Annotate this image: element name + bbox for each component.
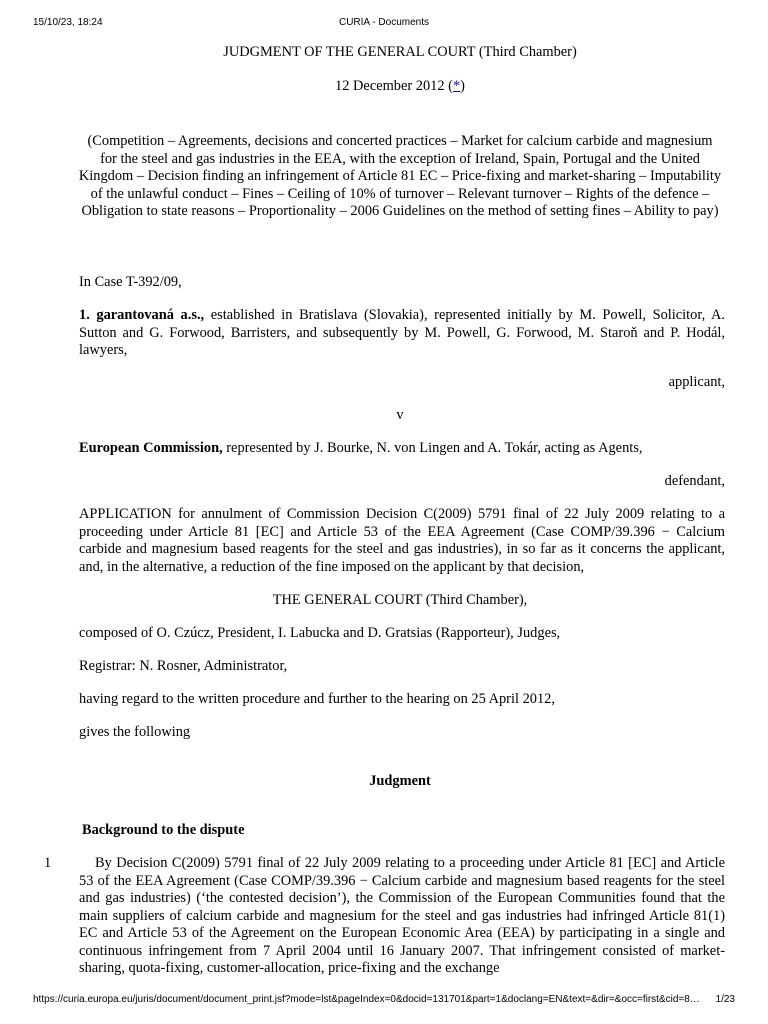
page-counter: 1/23 (715, 994, 735, 1005)
defendant-paragraph (79, 440, 725, 458)
judgment-heading-wrap (0, 773, 768, 791)
defendant-name: European Commission, (79, 440, 223, 456)
footnote-link[interactable]: * (452, 78, 461, 94)
defendant-details: represented by J. Bourke, N. von Lingen and A. Tokár, acting as Agents, (222, 440, 643, 456)
date-text: 12 December 2012 ( (335, 78, 453, 94)
paragraph-number: 1 (44, 855, 52, 871)
judgment-date (0, 78, 768, 96)
applicant-role: applicant, (668, 374, 725, 390)
section-heading: Background to the dispute (82, 822, 245, 838)
applicant-details: established in Bratislava (Slovakia), represented initially by M. Powell, Solicitor, A. Sutton and G. Forwood, Barristers, and subsequently by M. Powell, G. Forwood, M. Staroň and P. Hodál, lawyers, (79, 307, 725, 358)
print-page-title: CURIA - Documents (338, 17, 430, 28)
composed-of: composed of O. Czúcz, President, I. Labucka and D. Gratsias (Rapporteur), Judges, (79, 625, 561, 641)
application-paragraph: APPLICATION for annulment of Commission Decision C(2009) 5791 final of 22 July 2009 relating to a proceeding under Article 81 [EC] and Article 53 of the EEA Agreement (Case COMP/39.396 − Calcium carbide and magnesium based reagents for the steel and gas industries), in so far as it concerns the applicant, and, in the alternative, a reduction of the fine imposed on the applicant by that decision, (79, 506, 725, 575)
case-number: In Case T-392/09, (79, 274, 182, 290)
applicant-paragraph (79, 307, 725, 360)
print-url: https://curia.europa.eu/juris/document/document_print.jsf?mode=lst&pageIndex=0&docid=131701&part=1&doclang=EN&text=&dir=&occ=first&cid=8… (33, 994, 700, 1005)
judgment-heading: Judgment (369, 773, 431, 789)
judgment-title: JUDGMENT OF THE GENERAL COURT (Third Chamber) (223, 44, 577, 60)
applicant-name: 1. garantovaná a.s., (79, 307, 205, 323)
print-datetime: 15/10/23, 18:24 (33, 17, 103, 28)
registrar: Registrar: N. Rosner, Administrator, (79, 658, 288, 674)
defendant-role: defendant, (664, 473, 725, 489)
having-regard: having regard to the written procedure and further to the hearing on 25 April 2012, (79, 691, 555, 707)
section-heading-wrap (82, 822, 244, 840)
court-composition-heading: THE GENERAL COURT (Third Chamber), (272, 592, 528, 608)
keywords-summary: (Competition – Agreements, decisions and concerted practices – Market for calcium carbide and magnesium for the steel and gas industries in the EEA, with the exception of Ireland, Spain, Portugal and the United Kingdom – Decision finding an infringement of Article 81 EC – Price-fixing and market-sharing – Imputability of the unlawful conduct – Fines – Ceiling of 10% of turnover – Relevant turnover – Rights of the defence – Obligation to state reasons – Proportionality – 2006 Guidelines on the method of setting fines – Ability to pay) (78, 133, 722, 219)
paragraph-1: By Decision C(2009) 5791 final of 22 July 2009 relating to a proceeding under Article 81 [EC] and Article 53 of the EEA Agreement (Case COMP/39.396 − Calcium carbide and magnesium based reagents for the steel and gas industries) (‘the contested decision’), the Commission of the European Communities found that the main suppliers of calcium carbide and magnesium for the steel and gas industries had infringed Article 81(1) EC and Article 53 of the Agreement on the European Economic Area (EEA) by participating in a single and continuous infringement from 7 April 2004 until 16 January 2007. That infringement consisted of market-sharing, quota-fixing, customer-allocation, price-fixing and the exchange (79, 855, 725, 976)
versus: v (396, 407, 404, 423)
gives-the-following: gives the following (79, 724, 191, 740)
date-close: ) (460, 78, 465, 94)
